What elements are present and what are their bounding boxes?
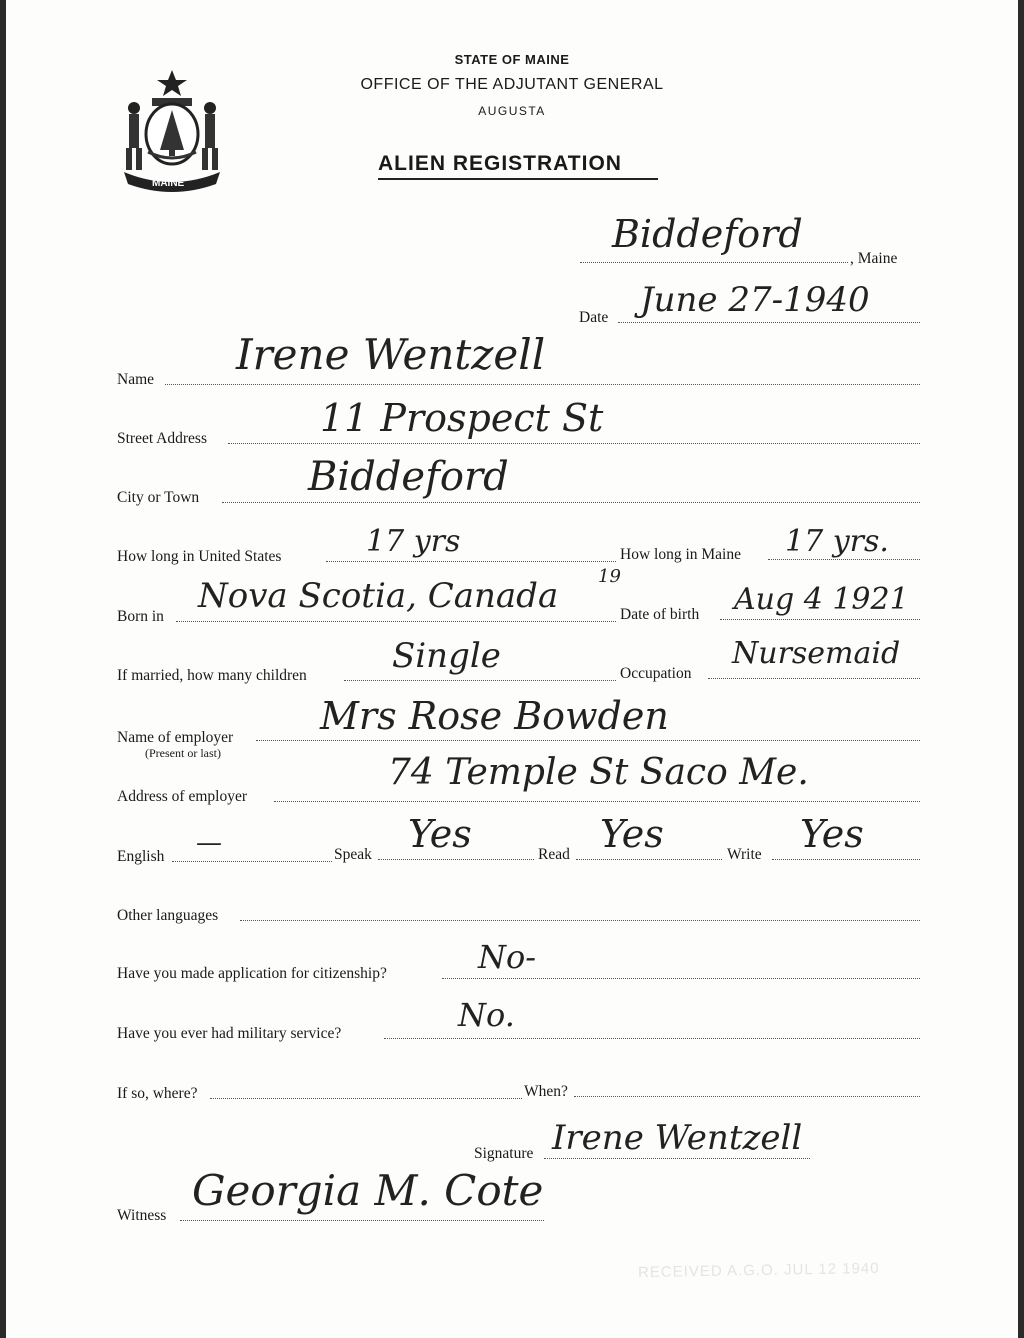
employer-note: (Present or last) [145, 746, 221, 760]
signature-line [544, 1158, 810, 1159]
born-in-line [176, 621, 616, 622]
military-line [384, 1038, 920, 1039]
name-line [165, 384, 920, 385]
english-line [172, 861, 332, 862]
citizenship-line [442, 978, 920, 979]
witness-line [180, 1220, 544, 1221]
dob-line [720, 619, 920, 620]
write-label: Write [727, 846, 762, 863]
born-in-label: Born in [117, 608, 164, 625]
signature-label: Signature [474, 1145, 534, 1162]
city-value: Biddeford [308, 454, 509, 500]
maine-years-value: 17 yrs. [785, 524, 889, 559]
witness-label: Witness [117, 1207, 167, 1224]
occupation-value: Nursemaid [732, 636, 901, 671]
date-label: Date [579, 309, 609, 326]
us-years-label: How long in United States [117, 548, 282, 565]
employer-label: Name of employer [117, 729, 234, 746]
witness-value: Georgia M. Cote [192, 1166, 544, 1215]
speak-line [378, 859, 534, 860]
header-state: STATE OF MAINE [454, 52, 570, 67]
received-stamp: RECEIVED A.G.O. JUL 12 1940 [637, 1259, 880, 1282]
name-label: Name [117, 371, 155, 388]
street-line [228, 443, 920, 444]
maine-years-line [768, 559, 920, 560]
occupation-label: Occupation [620, 665, 692, 682]
dob-label: Date of birth [620, 606, 700, 623]
signature-value: Irene Wentzell [552, 1118, 803, 1158]
where-line [210, 1098, 522, 1099]
place-line [580, 262, 848, 263]
speak-label: Speak [334, 846, 372, 863]
children-value: Single [392, 636, 501, 676]
form-title: ALIEN REGISTRATION [378, 152, 622, 175]
us-years-line [326, 561, 616, 562]
read-line [576, 859, 722, 860]
employer-value: Mrs Rose Bowden [320, 694, 669, 738]
header-office: OFFICE OF THE ADJUTANT GENERAL [360, 76, 664, 93]
when-line [574, 1096, 920, 1097]
street-label: Street Address [117, 430, 207, 447]
street-value: 11 Prospect St [320, 396, 604, 440]
name-value: Irene Wentzell [236, 330, 546, 379]
born-in-note: 19 [598, 566, 621, 587]
occupation-line [708, 678, 920, 679]
write-value: Yes [800, 812, 864, 856]
date-value: June 27-1940 [640, 280, 870, 320]
english-value: — [196, 828, 222, 858]
where-label: If so, where? [117, 1085, 198, 1102]
other-languages-line [240, 920, 920, 921]
military-value: No. [458, 996, 515, 1034]
date-line [618, 322, 920, 323]
children-label: If married, how many children [117, 667, 307, 684]
when-label: When? [524, 1083, 568, 1100]
dob-value: Aug 4 1921 [734, 582, 909, 617]
citizenship-value: No- [478, 938, 537, 976]
speak-value: Yes [408, 812, 472, 856]
born-in-value: Nova Scotia, Canada [198, 576, 559, 616]
military-label: Have you ever had military service? [117, 1025, 342, 1042]
scan-edge-right [1018, 0, 1024, 1338]
employer-address-line [274, 801, 920, 802]
employer-address-value: 74 Temple St Saco Me. [388, 752, 809, 793]
write-line [772, 859, 920, 860]
scan-edge-left [0, 0, 6, 1338]
english-label: English [117, 848, 165, 865]
children-line [344, 680, 616, 681]
place-value: Biddeford [612, 212, 803, 256]
citizenship-label: Have you made application for citizenship? [117, 965, 387, 982]
read-label: Read [538, 846, 570, 863]
other-languages-label: Other languages [117, 907, 219, 924]
city-line [222, 502, 920, 503]
employer-line [256, 740, 920, 741]
title-underline [378, 178, 658, 180]
maine-years-label: How long in Maine [620, 546, 741, 563]
seal-banner-text: MAINE [152, 178, 185, 189]
header-city: AUGUSTA [478, 104, 546, 118]
us-years-value: 17 yrs [366, 524, 461, 559]
read-value: Yes [600, 812, 664, 856]
employer-address-label: Address of employer [117, 788, 247, 805]
city-label: City or Town [117, 489, 200, 506]
maine-label: , Maine [850, 250, 898, 267]
